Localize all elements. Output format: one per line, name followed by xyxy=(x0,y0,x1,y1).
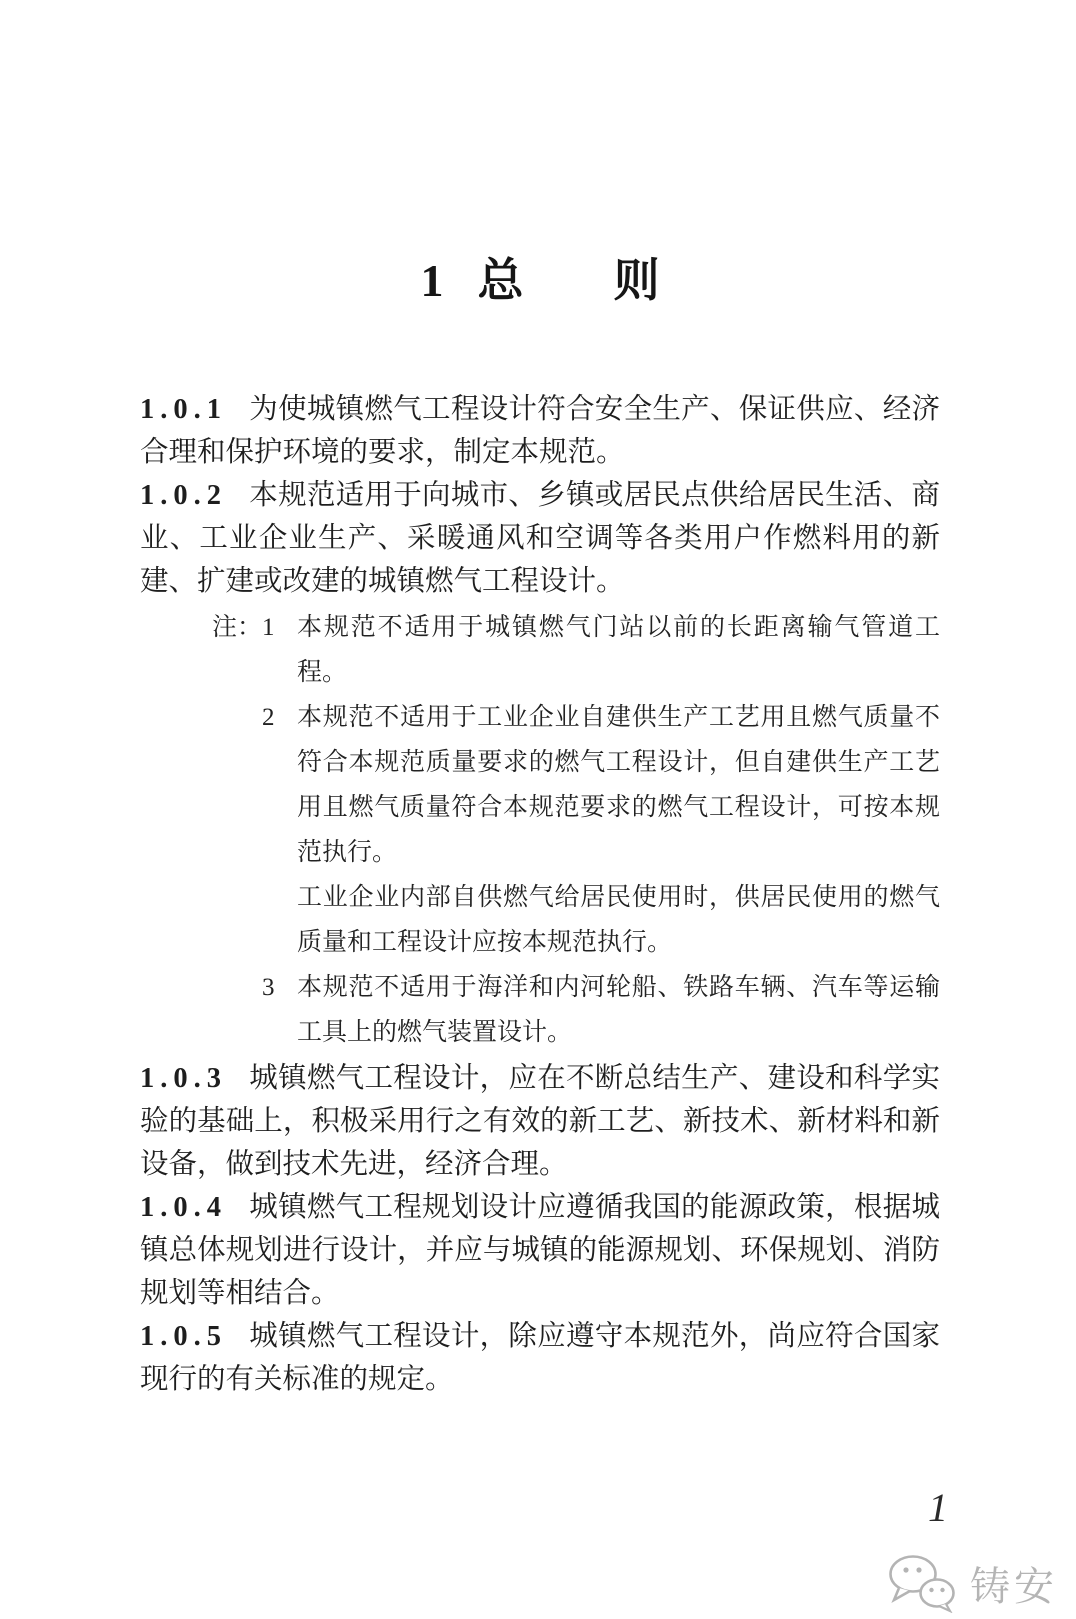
clause-number: 1.0.2 xyxy=(140,480,227,511)
clause-1-0-1 xyxy=(140,388,940,474)
clause-1-0-2 xyxy=(140,474,940,603)
note-prefix-spacer xyxy=(212,695,262,740)
clause-number: 1.0.1 xyxy=(140,394,227,425)
clause-number: 1.0.5 xyxy=(140,1321,227,1352)
note-gutter xyxy=(212,605,297,650)
note-gutter xyxy=(212,965,297,1010)
notes-block xyxy=(212,605,940,1055)
clause-1-0-4 xyxy=(140,1186,940,1315)
chapter-number: 1 xyxy=(420,255,444,306)
watermark xyxy=(886,1553,1058,1613)
page-content xyxy=(140,250,940,1401)
note-number: 1 xyxy=(262,614,275,641)
note-item-1 xyxy=(212,605,940,695)
watermark-label: 铸安 xyxy=(970,1563,1058,1609)
note-gutter xyxy=(212,695,297,740)
note-paragraph: 本规范不适用于城镇燃气门站以前的长距离输气管道工程。 xyxy=(297,614,940,686)
clause-number: 1.0.4 xyxy=(140,1192,227,1223)
note-item-3 xyxy=(212,965,940,1055)
clause-1-0-5 xyxy=(140,1315,940,1401)
note-body xyxy=(297,695,940,965)
wechat-icon xyxy=(886,1553,960,1613)
clause-text: 本规范适用于向城市、乡镇或居民点供给居民生活、商业、工业企业生产、采暖通风和空调等各类用户作燃料用的新建、扩建或改建的城镇燃气工程设计。 xyxy=(140,480,940,597)
page-number: 1 xyxy=(928,1485,948,1530)
note-body xyxy=(297,605,940,695)
clause-text: 为使城镇燃气工程设计符合安全生产、保证供应、经济合理和保护环境的要求，制定本规范。 xyxy=(140,394,940,468)
chapter-title-char-2: 则 xyxy=(613,255,660,306)
note-paragraph: 本规范不适用于海洋和内河轮船、铁路车辆、汽车等运输工具上的燃气装置设计。 xyxy=(297,974,940,1046)
note-prefix-spacer xyxy=(212,965,262,1010)
clause-number: 1.0.3 xyxy=(140,1063,227,1094)
note-number: 2 xyxy=(262,704,275,731)
clause-text: 城镇燃气工程设计，除应遵守本规范外，尚应符合国家现行的有关标准的规定。 xyxy=(140,1321,940,1395)
note-number: 3 xyxy=(262,974,275,1001)
note-body xyxy=(297,965,940,1055)
clause-1-0-3 xyxy=(140,1057,940,1186)
chapter-title xyxy=(140,250,940,312)
clause-text: 城镇燃气工程设计，应在不断总结生产、建设和科学实验的基础上，积极采用行之有效的新工艺、新技术、新材料和新设备，做到技术先进，经济合理。 xyxy=(140,1063,940,1180)
note-prefix-label: 注： xyxy=(212,614,263,641)
chapter-title-char-1: 总 xyxy=(477,255,524,306)
note-item-2 xyxy=(212,695,940,965)
clause-text: 城镇燃气工程规划设计应遵循我国的能源政策，根据城镇总体规划进行设计，并应与城镇的能源规划、环保规划、消防规划等相结合。 xyxy=(140,1192,940,1309)
note-paragraph: 本规范不适用于工业企业自建供生产工艺用且燃气质量不符合本规范质量要求的燃气工程设计，但自建供生产工艺用且燃气质量符合本规范要求的燃气工程设计，可按本规范执行。 xyxy=(297,704,940,866)
note-paragraph: 工业企业内部自供燃气给居民使用时，供居民使用的燃气质量和工程设计应按本规范执行。 xyxy=(297,884,940,956)
